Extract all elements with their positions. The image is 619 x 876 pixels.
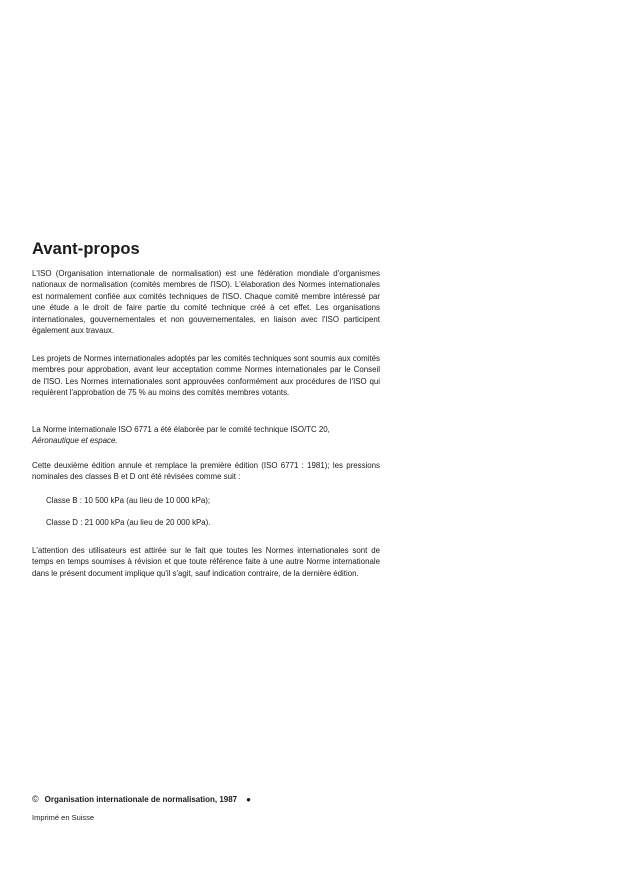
committee-text: La Norme internationale ISO 6771 a été élaborée par le comité technique ISO/TC 20, bbox=[32, 425, 330, 434]
bullet-icon: ● bbox=[246, 794, 251, 804]
paragraph-attention: L'attention des utilisateurs est attirée sur le fait que toutes les Normes internationales sont de temps en temps soumises à révision et que toute référence faite à une autre Norme internationale dans le présent document implique qu'il s'agit, sauf indication contraire, de la dernière édition. bbox=[32, 546, 380, 578]
class-d-line: Classe D : 21 000 kPa (au lieu de 20 000 kPa). bbox=[46, 518, 211, 527]
copyright-text: Organisation internationale de normalisation, 1987 bbox=[44, 794, 238, 804]
copyright-icon: © bbox=[32, 794, 39, 804]
paragraph-committee bbox=[32, 424, 380, 447]
copyright-line bbox=[32, 794, 251, 804]
page-title: Avant-propos bbox=[32, 240, 140, 258]
paragraph-edition: Cette deuxième édition annule et remplace la première édition (ISO 6771 : 1981); les pressions nominales des classes B et D ont été révisées comme suit : bbox=[32, 461, 380, 482]
paragraph-approval: Les projets de Normes internationales adoptés par les comités techniques sont soumis aux comités membres pour approbation, avant leur acceptation comme Normes internationales par le Conseil de l'ISO. Les Normes internationales sont approuvées conformément aux procédures de l'ISO qui requièrent l'approbation de 75 % au moins des comités membres votants. bbox=[32, 354, 380, 398]
printed-in: Imprimé en Suisse bbox=[32, 813, 95, 822]
committee-name: Aéronautique et espace. bbox=[32, 436, 118, 446]
class-b-line: Classe B : 10 500 kPa (au lieu de 10 000 kPa); bbox=[46, 496, 211, 505]
paragraph-iso-intro: L'ISO (Organisation internationale de normalisation) est une fédération mondiale d'organismes nationaux de normalisation (comités membres de l'ISO). L'élaboration des Normes internationales est normalement confiée aux comités techniques de l'ISO. Chaque comité membre intéressé par une étude a le droit de faire partie du comité technique créé à cet effet. Les organisations internationales, gouvernementales et non gouvernementales, en liaison avec l'ISO participent également aux travaux. bbox=[32, 269, 380, 336]
